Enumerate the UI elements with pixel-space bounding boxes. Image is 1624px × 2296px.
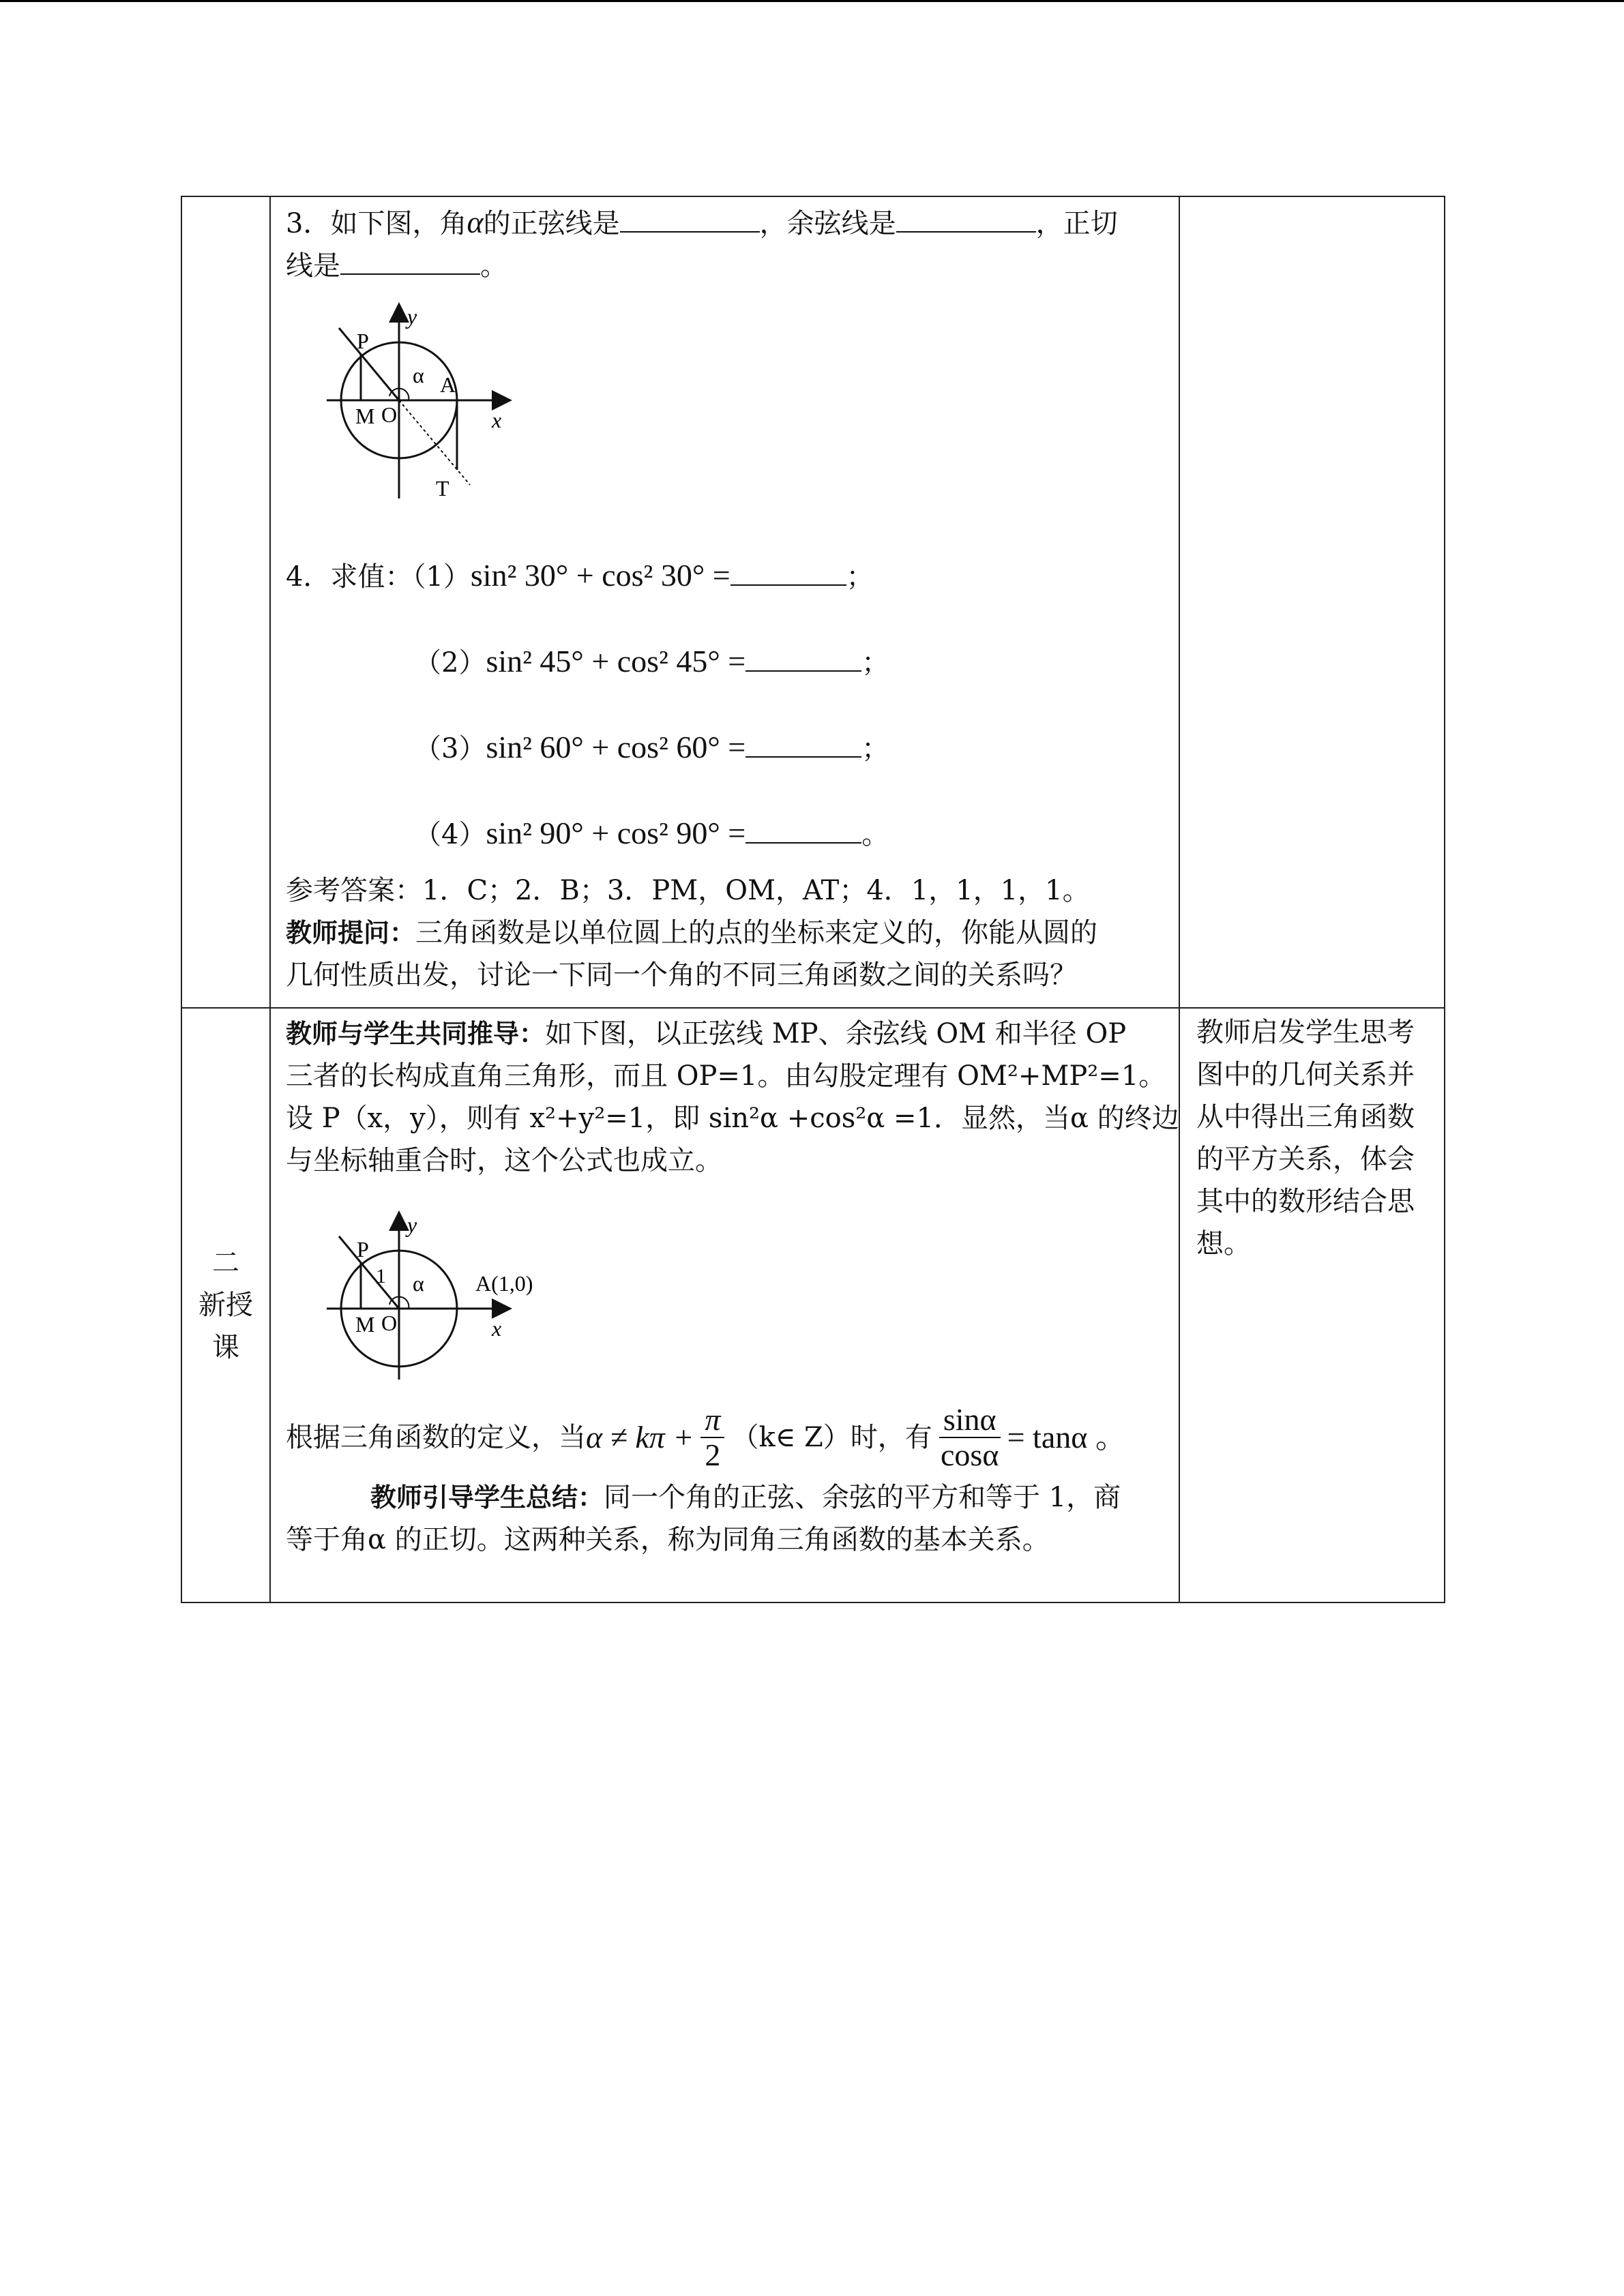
q4-answer-blank[interactable]	[745, 730, 861, 758]
q4-end: ；	[861, 733, 889, 764]
y-axis-label: y	[407, 1212, 417, 1237]
cosine-line-blank[interactable]	[896, 205, 1036, 233]
q3-text: ，余弦线是	[759, 208, 896, 239]
sine-line-blank[interactable]	[620, 205, 760, 233]
table-row-exercises	[181, 196, 1445, 1008]
q4-answer-blank[interactable]	[745, 816, 861, 844]
point-o-label: O	[381, 402, 398, 427]
fraction-denominator: cosα	[941, 1437, 999, 1472]
angle-alpha-label: α	[413, 363, 424, 387]
page-top-border	[0, 0, 1624, 2]
note-line: 从中得出三角函数	[1196, 1101, 1415, 1133]
derivation-text: 如下图，以正弦线 MP、余弦线 OM 和半径 OP	[545, 1018, 1127, 1049]
tangent-line-blank[interactable]	[340, 248, 480, 275]
q4-expression: sin² 60° + cos² 60° =	[486, 730, 746, 764]
summary-label: 教师引导学生总结：	[370, 1482, 604, 1512]
point-a-label: A(1,0)	[475, 1271, 533, 1296]
q4-answer-blank[interactable]	[730, 558, 846, 586]
note-line: 其中的数形结合思	[1196, 1186, 1415, 1217]
reference-answer: 参考答案：1．C；2．B；3．PM，OM，AT；4．1，1，1，1。	[286, 875, 1090, 906]
definition-text: （k∈ Z）时，有	[731, 1422, 932, 1453]
row2-note-cell	[1179, 1008, 1445, 1602]
fraction-denominator: 2	[705, 1437, 721, 1472]
q3-text: ，正切	[1035, 208, 1118, 239]
teacher-question-line-2: 几何性质出发，讨论一下同一个角的不同三角函数之间的关系吗？	[286, 959, 1077, 991]
q3-text: 3．如下图，角	[286, 208, 467, 239]
point-p-label: P	[357, 1237, 369, 1262]
unit-circle-figure-1	[313, 301, 545, 512]
x-axis-label: x	[492, 1316, 502, 1341]
q4-number: （2）	[414, 647, 486, 679]
lesson-plan-table	[181, 196, 1445, 1603]
q3-text: 的正弦线是	[483, 208, 620, 239]
unit-circle-figure-2	[313, 1209, 572, 1386]
question-4-item-2	[286, 640, 1164, 684]
q4-prefix: 4．求值：	[286, 561, 413, 593]
question-4-item-1	[286, 554, 1164, 598]
derivation-line-1	[286, 1013, 1164, 1055]
q4-number: （1）	[412, 561, 471, 593]
point-t-label: T	[436, 476, 449, 501]
q4-number: （4）	[414, 819, 486, 850]
summary-line-2: 等于角α 的正切。这两种关系，称为同角三角函数的基本关系。	[286, 1524, 1050, 1555]
teacher-question-text: 三角函数是以单位圆上的点的坐标来定义的，你能从圆的	[415, 917, 1098, 949]
q4-expression: sin² 30° + cos² 30° =	[470, 558, 730, 593]
definition-line	[286, 1403, 1164, 1472]
row1-content-cell	[270, 196, 1179, 1008]
summary-text: 同一个角的正弦、余弦的平方和等于 1，商	[604, 1482, 1121, 1513]
derivation-label: 教师与学生共同推导：	[286, 1019, 546, 1049]
fraction-numerator: π	[700, 1403, 724, 1438]
angle-alpha-label: α	[413, 1271, 424, 1296]
note-line: 图中的几何关系并	[1196, 1059, 1415, 1090]
q3-text: 线是	[286, 250, 340, 282]
q4-expression: sin² 45° + cos² 45° =	[486, 644, 746, 679]
row1-note-cell	[1179, 196, 1445, 1008]
derivation-line-3: 设 P（x，y），则有 x²+y²=1，即 sin²α +cos²α =1．显然，当α 的终边	[286, 1103, 1179, 1134]
point-m-label: M	[355, 404, 375, 428]
point-p-label: P	[357, 329, 369, 353]
sin-over-cos-fraction	[939, 1403, 1001, 1472]
q4-number: （3）	[414, 733, 486, 764]
question-3-line-2	[286, 245, 1164, 287]
row1-label-cell	[181, 196, 270, 1008]
derivation-line-4: 与坐标轴重合时，这个公式也成立。	[286, 1145, 722, 1176]
q4-answer-blank[interactable]	[745, 644, 861, 672]
q3-text: 。	[480, 250, 507, 282]
point-a-label: A	[440, 372, 456, 397]
q4-end: ；	[861, 647, 889, 679]
pi-over-two-fraction	[700, 1403, 724, 1472]
section-title-part: 新授	[198, 1289, 253, 1321]
question-4-item-4	[286, 812, 1164, 856]
definition-condition: α ≠ kπ +	[586, 1420, 694, 1455]
section-title-part: 课	[212, 1332, 239, 1363]
section-number: 二	[212, 1247, 239, 1279]
q4-expression: sin² 90° + cos² 90° =	[486, 816, 746, 850]
teacher-question-line-1	[286, 912, 1164, 954]
radius-length-label: 1	[376, 1265, 386, 1287]
note-line: 想。	[1196, 1228, 1251, 1259]
question-3-line-1	[286, 201, 1164, 245]
note-line: 教师启发学生思考	[1196, 1017, 1415, 1048]
teacher-question-label: 教师提问：	[286, 918, 416, 948]
fraction-numerator: sinα	[939, 1403, 1001, 1438]
teaching-note	[1180, 1009, 1444, 1265]
note-line: 的平方关系，体会	[1196, 1144, 1415, 1175]
table-row-new-lesson	[181, 1008, 1445, 1602]
y-axis-label: y	[407, 304, 417, 329]
row2-content-cell	[270, 1008, 1179, 1602]
point-m-label: M	[355, 1312, 375, 1337]
definition-result: = tanα 。	[1007, 1420, 1127, 1455]
point-o-label: O	[381, 1311, 398, 1335]
x-axis-label: x	[492, 408, 502, 432]
question-4-item-3	[286, 726, 1164, 770]
definition-text: 根据三角函数的定义，当	[286, 1422, 586, 1453]
alpha-symbol: α	[467, 205, 484, 239]
q4-end: ；	[846, 561, 874, 593]
q4-end: 。	[861, 819, 889, 850]
row2-label-cell	[181, 1008, 270, 1602]
derivation-line-2: 三者的长构成直角三角形，而且 OP=1。由勾股定理有 OM²+MP²=1。	[286, 1060, 1166, 1092]
summary-line-1	[286, 1476, 1164, 1519]
